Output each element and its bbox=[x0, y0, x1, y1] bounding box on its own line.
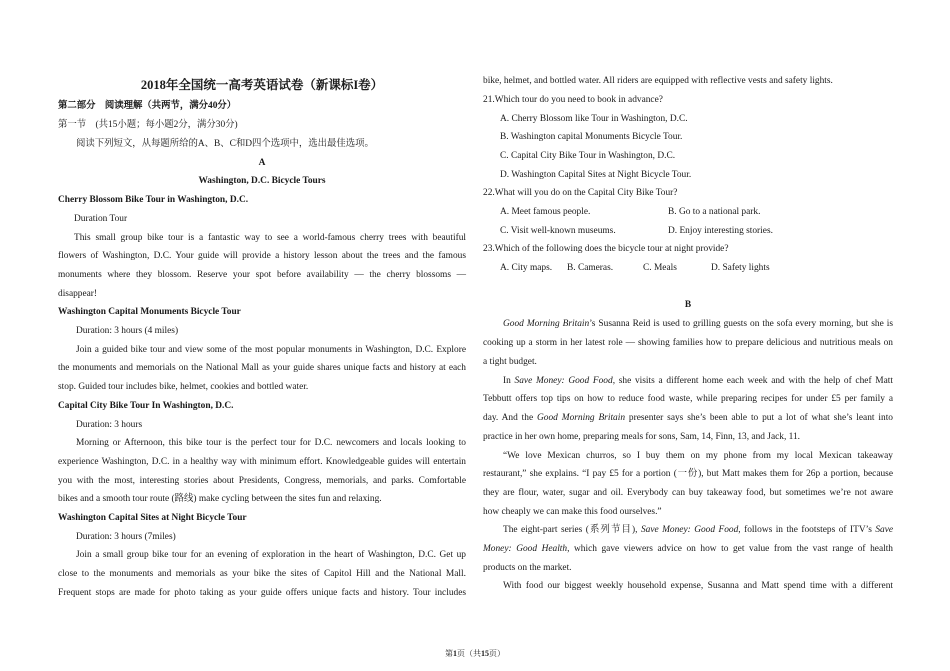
show-title: Good Morning Britain bbox=[537, 413, 626, 423]
exam-title: 2018年全国统一高考英语试卷（新课标I卷） bbox=[140, 78, 384, 92]
tour2-para-line: Join a guided bike tour and view some of the most popular monuments in Washington, D.C. Explore bbox=[76, 345, 466, 355]
passage-b-line: With food our biggest weekly household expense, Susanna and Matt spend time with a different bbox=[503, 581, 893, 591]
tour3-para-line: bikes and a smooth tour route (路线) make cycling between the sites fun and relaxing. bbox=[58, 494, 382, 504]
passage-b-line: day. And the Good Morning Britain presenter says she’s been able to put a lot of what she’s leant into bbox=[483, 413, 893, 423]
passage-b-line: how cheaply we can make this food ourselves.” bbox=[483, 507, 662, 517]
q21-option-a: A. Cherry Blossom like Tour in Washington, D.C. bbox=[500, 114, 688, 124]
passage-a-continuation: bike, helmet, and bottled water. All riders are equipped with reflective vests and safety lights. bbox=[483, 76, 833, 86]
passage-b-line: products on the market. bbox=[483, 563, 572, 573]
show-title: Save Money: Good Food bbox=[640, 525, 739, 535]
passage-b-line: Tebbutt offers top tips on how to reduce food waste, while preparing recipes for under £5 per family a bbox=[483, 394, 893, 404]
q23-option-a: A. City maps. bbox=[500, 263, 553, 273]
show-title: Good Morning Britain bbox=[503, 319, 590, 329]
tour3-title: Capital City Bike Tour In Washington, D.C. bbox=[58, 401, 234, 411]
page-total: 15 bbox=[481, 649, 489, 658]
tour1-para-line: flowers of Washington, D.C. Your guide will provide a history lesson about the trees and the famous bbox=[58, 251, 466, 261]
passage-title: Washington, D.C. Bicycle Tours bbox=[198, 176, 326, 186]
section-line: 第一节 (共15小题；每小题2分，满分30分) bbox=[58, 120, 238, 130]
tour4-para-line: Frequent stops are made for photo taking as your guide offers unique facts and history. Tour includes bbox=[58, 588, 466, 598]
question-22: 22.What will you do on the Capital City Bike Tour? bbox=[483, 188, 678, 198]
passage-b-line: they are flour, water, sugar and oil. Everybody can buy takeaway food, but sometimes we’re not aware bbox=[483, 488, 893, 498]
passage-b-line: Money: Good Health, which gave viewers advice on how to get value from the vast range of health bbox=[483, 544, 893, 554]
page-footer: 第1页（共15页） bbox=[445, 649, 505, 658]
tour3-para-line: Morning or Afternoon, this bike tour is the perfect tour for D.C. newcomers and locals looking to bbox=[76, 438, 466, 448]
instruction: 阅读下列短文，从每题所给的A、B、C和D四个选项中，选出最佳选项。 bbox=[76, 139, 374, 149]
passage-letter-b: B bbox=[684, 300, 692, 310]
page-number: 1 bbox=[453, 649, 457, 658]
tour4-title: Washington Capital Sites at Night Bicycle Tour bbox=[58, 513, 247, 523]
q21-option-d: D. Washington Capital Sites at Night Bicycle Tour. bbox=[500, 170, 692, 180]
tour3-para-line: experience Washington, D.C. in a healthy way with minimum effort. Knowledgeable guides will entertain bbox=[58, 457, 466, 467]
tour2-duration: Duration: 3 hours (4 miles) bbox=[76, 326, 179, 336]
passage-b-line: cooking up a storm in her latest role — showing families how to prepare delicious and nutritious meals on bbox=[483, 338, 893, 348]
passage-b-line: In Save Money: Good Food, she visits a different home each week and with the help of chef Matt bbox=[503, 376, 893, 386]
tour4-para-line: Join a small group bike tour for an evening of exploration in the heart of Washington, D.C. Get up bbox=[76, 550, 466, 560]
tour2-para-line: the monuments and memorials on the National Mall as your guide shares unique facts and history at each bbox=[58, 363, 466, 373]
show-title: Save bbox=[875, 525, 894, 535]
passage-b-line: The eight-part series (系列节目), Save Money: Good Food, follows in the footsteps of ITV’s Save bbox=[503, 525, 894, 535]
tour2-title: Washington Capital Monuments Bicycle Tour bbox=[58, 307, 241, 317]
q22-option-d: D. Enjoy interesting stories. bbox=[668, 226, 773, 236]
tour3-duration: Duration: 3 hours bbox=[76, 420, 143, 430]
passage-b-line: restaurant,” she explains. “I pay £5 for a portion (一份), but Matt makes them for 26p a portion, because bbox=[483, 469, 893, 479]
tour1-para-line: This small group bike tour is a fantastic way to see a world-famous cherry trees with beautiful bbox=[74, 233, 466, 243]
question-21: 21.Which tour do you need to book in advance? bbox=[483, 95, 663, 105]
passage-b-line: a tight budget. bbox=[483, 357, 537, 367]
tour1-duration: Duration Tour bbox=[74, 214, 128, 224]
tour1-para-line: monuments where they blossom. Reserve your spot before availability — the cherry blossoms — bbox=[58, 270, 466, 280]
tour1-title: Cherry Blossom Bike Tour in Washington, D.C. bbox=[58, 195, 249, 205]
passage-letter-a: A bbox=[258, 158, 266, 168]
q21-option-c: C. Capital City Bike Tour in Washington, D.C. bbox=[500, 151, 676, 161]
q21-option-b: B. Washington capital Monuments Bicycle Tour. bbox=[500, 132, 683, 142]
tour4-duration: Duration: 3 hours (7miles) bbox=[76, 532, 176, 542]
passage-b-line: practice in her own home, preparing meals for sons, Sam, 14, Finn, 13, and Jack, 11. bbox=[483, 432, 801, 442]
passage-b-line: Good Morning Britain’s Susanna Reid is used to grilling guests on the sofa every morning, but she is bbox=[503, 319, 893, 329]
passage-b-line: “We love Mexican churros, so I buy them on my phone from my local Mexican takeaway bbox=[503, 451, 893, 461]
q22-option-b: B. Go to a national park. bbox=[668, 207, 761, 217]
tour4-para-line: close to the monuments and memorials as your bike the sites of Capitol Hill and the National Mall. bbox=[58, 569, 466, 579]
q23-option-b: B. Cameras. bbox=[567, 263, 614, 273]
question-23: 23.Which of the following does the bicycle tour at night provide? bbox=[483, 244, 729, 254]
show-title: Save Money: Good Food bbox=[514, 376, 613, 386]
tour1-para-line: disappear! bbox=[58, 289, 98, 299]
show-title: Money: Good Health bbox=[483, 544, 568, 554]
tour3-para-line: you with the most, interesting stories about Presidents, Congress, memorials, and parks. Comfortable bbox=[58, 476, 466, 486]
q22-option-c: C. Visit well-known museums. bbox=[500, 226, 616, 236]
q22-option-a: A. Meet famous people. bbox=[500, 207, 591, 217]
q23-option-d: D. Safety lights bbox=[711, 263, 770, 273]
tour2-para-line: stop. Guided tour includes bike, helmet, cookies and bottled water. bbox=[58, 382, 309, 392]
q23-option-c: C. Meals bbox=[643, 263, 677, 273]
part-heading: 第二部分 阅读理解（共两节，满分40分） bbox=[58, 101, 237, 111]
